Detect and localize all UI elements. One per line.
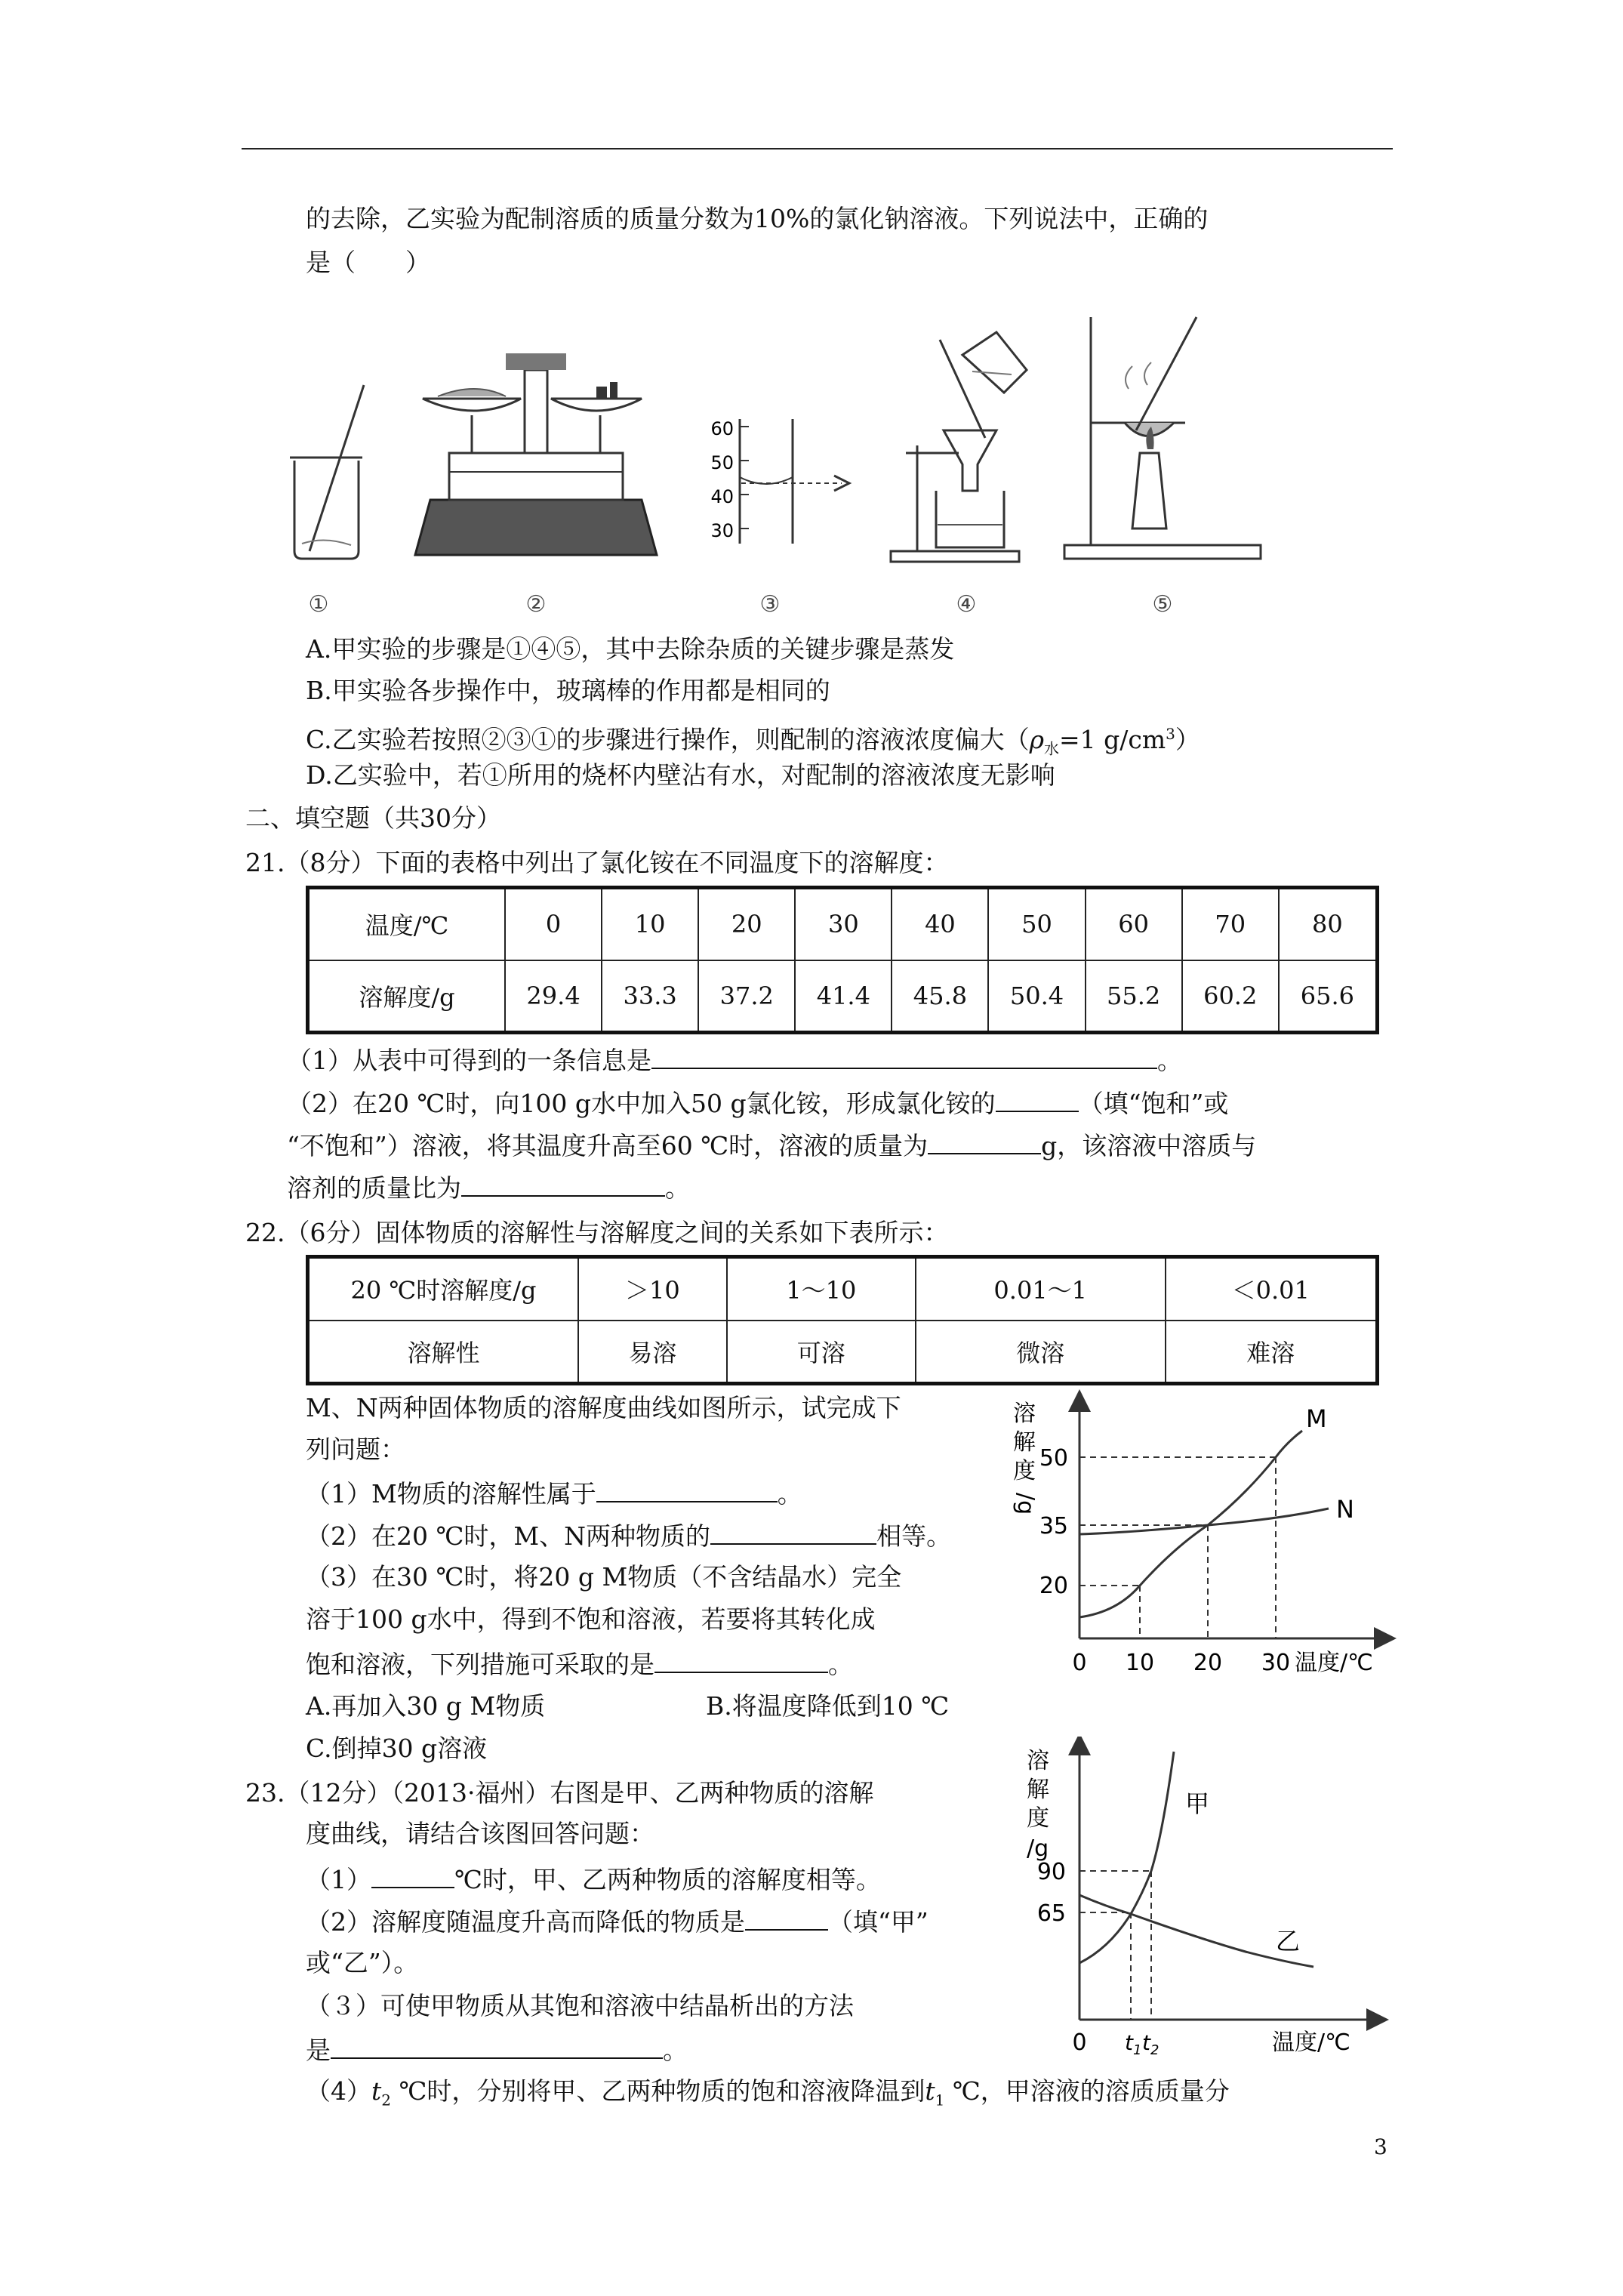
evaporation-figure bbox=[1064, 317, 1261, 559]
q23-part3-line1: （３）可使甲物质从其饱和溶液中结晶析出的方法 bbox=[306, 1991, 854, 2020]
q22-option-b: B.将温度降低到10 ℃ bbox=[706, 1691, 950, 1721]
svg-text:解: 解 bbox=[1027, 1777, 1049, 1803]
svg-text:度: 度 bbox=[1027, 1805, 1049, 1832]
balance-figure bbox=[415, 353, 657, 555]
q23-stem-line1: 23.（12分）（2013·福州）右图是甲、乙两种物质的溶解 bbox=[245, 1778, 874, 1808]
q20-option-b: B.甲实验各步操作中，玻璃棒的作用都是相同的 bbox=[306, 676, 830, 705]
header-rule bbox=[242, 148, 1393, 149]
svg-text:20: 20 bbox=[1193, 1650, 1223, 1676]
q20-line1: 的去除，乙实验为配制溶质的质量分数为10%的氯化钠溶液。下列说法中，正确的 bbox=[306, 204, 1209, 233]
svg-text:50: 50 bbox=[1039, 1445, 1068, 1472]
curve-m bbox=[1079, 1431, 1302, 1617]
q21-stem: 21.（8分）下面的表格中列出了氯化铵在不同温度下的溶解度： bbox=[245, 848, 949, 877]
q23-part4: $(4)t_2$ ℃时，分别将甲、乙两种物质的饱和溶液降温到$t_1$ ℃，甲溶液的溶质质量分 bbox=[306, 2076, 1230, 2110]
svg-text:N: N bbox=[1336, 1495, 1354, 1524]
q22-solubility-graph bbox=[993, 1389, 1400, 1687]
cylinder-tick-40: 40 bbox=[710, 486, 734, 507]
page-number: 3 bbox=[1374, 2134, 1387, 2159]
q21-blank-4[interactable] bbox=[461, 1170, 665, 1197]
svg-text:35: 35 bbox=[1039, 1513, 1068, 1539]
q22-option-a: A.再加入30 g M物质 bbox=[306, 1691, 546, 1721]
svg-text:t2: $t_2$ bbox=[1142, 2030, 1160, 2058]
q20-option-c: C.乙实验若按照②③①的步骤进行操作，则配制的溶液浓度偏大（$\rho_水=1$ $g/cm^3$） bbox=[306, 725, 1200, 758]
curve-jia bbox=[1079, 1752, 1174, 1963]
q22-stem: 22.（6分）固体物质的溶解性与溶解度之间的关系如下表所示： bbox=[245, 1218, 949, 1247]
q20-apparatus-figures bbox=[279, 302, 1336, 619]
curve-n bbox=[1079, 1509, 1329, 1534]
q22-part1: （1）M物质的溶解性属于 。 bbox=[306, 1475, 802, 1511]
q22-blank-1[interactable] bbox=[596, 1475, 778, 1502]
q21-blank-3[interactable] bbox=[928, 1127, 1041, 1154]
q23-stem-line2: 度曲线，请结合该图回答问题： bbox=[306, 1819, 654, 1848]
svg-text:温度/℃: 温度/℃ bbox=[1272, 2029, 1350, 2056]
q20-option-a: A.甲实验的步骤是①④⑤，其中去除杂质的关键步骤是蒸发 bbox=[306, 634, 955, 664]
svg-text:度: 度 bbox=[1013, 1458, 1036, 1484]
svg-text:温度/℃: 温度/℃ bbox=[1295, 1650, 1373, 1676]
svg-text:解: 解 bbox=[1013, 1429, 1036, 1456]
q21-part2-line2: “不饱和”）溶液，将其温度升高至60 ℃时，溶液的质量为 g，该溶液中溶质与 bbox=[287, 1127, 1256, 1163]
svg-text:/g: /g bbox=[1012, 1493, 1039, 1515]
cylinder-tick-60: 60 bbox=[710, 418, 734, 439]
q23-solubility-graph bbox=[1004, 1737, 1397, 2061]
figure-label-2: ② bbox=[525, 591, 547, 618]
q22-blank-2[interactable] bbox=[710, 1518, 876, 1545]
q22-intro-line2: 列问题： bbox=[306, 1435, 405, 1464]
q20-option-d: D.乙实验中，若①所用的烧杯内壁沾有水，对配制的溶液浓度无影响 bbox=[306, 760, 1055, 790]
q21-part2-line1: （2）在20 ℃时，向100 g水中加入50 g氯化铵，形成氯化铵的 （填“饱和”或 bbox=[287, 1085, 1228, 1120]
svg-text:65: 65 bbox=[1036, 1900, 1066, 1927]
svg-text:溶: 溶 bbox=[1027, 1748, 1049, 1774]
q21-part1: （1）从表中可得到的一条信息是 。 bbox=[287, 1042, 1182, 1077]
svg-text:90: 90 bbox=[1036, 1859, 1066, 1885]
svg-text:0: 0 bbox=[1072, 2029, 1087, 2056]
q23-part1: （1） ℃时，甲、乙两种物质的溶解度相等。 bbox=[306, 1861, 881, 1897]
svg-text:20: 20 bbox=[1039, 1573, 1068, 1599]
cylinder-tick-50: 50 bbox=[710, 452, 734, 473]
q21-blank-2[interactable] bbox=[996, 1085, 1079, 1112]
q22-blank-3[interactable] bbox=[654, 1646, 828, 1673]
section-2-heading: 二、填空题（共30分） bbox=[245, 803, 501, 833]
q22-intro-line1: M、N两种固体物质的溶解度曲线如图所示，试完成下 bbox=[306, 1393, 901, 1422]
q22-table-row-class: 溶解性 易溶 可溶 微溶 难溶 bbox=[308, 1321, 1378, 1384]
q21-header-solubility: 溶解度/g bbox=[308, 960, 506, 1033]
svg-text:/g: /g bbox=[1027, 1835, 1049, 1862]
svg-text:0: 0 bbox=[1072, 1650, 1087, 1676]
beaker-stirring-figure bbox=[290, 385, 364, 559]
graduated-cylinder-figure bbox=[710, 418, 849, 544]
q23-blank-1[interactable] bbox=[371, 1861, 454, 1888]
q22-part2: （2）在20 ℃时，M、N两种物质的 相等。 bbox=[306, 1518, 951, 1553]
svg-text:溶: 溶 bbox=[1013, 1401, 1036, 1427]
q22-solubility-class-table bbox=[306, 1255, 1379, 1385]
q23-blank-2[interactable] bbox=[745, 1903, 828, 1931]
q21-table-row-temperature: 温度/℃ 0 10 20 30 40 50 60 70 80 bbox=[308, 888, 1378, 960]
q23-part3-line2: 是 。 bbox=[306, 2032, 688, 2067]
q21-table-row-solubility: 溶解度/g 29.4 33.3 37.2 41.4 45.8 50.4 55.2 60.2 65.6 bbox=[308, 960, 1378, 1033]
svg-text:t1: $t_1$ bbox=[1125, 2030, 1142, 2058]
q20-line2: 是（ ） bbox=[306, 248, 430, 277]
figure-label-5: ⑤ bbox=[1152, 591, 1173, 618]
q22-option-c: C.倒掉30 g溶液 bbox=[306, 1734, 488, 1763]
q21-part2-line3: 溶剂的质量比为 。 bbox=[287, 1170, 690, 1205]
svg-text:10: 10 bbox=[1125, 1650, 1155, 1676]
q21-blank-1[interactable] bbox=[651, 1042, 1157, 1069]
svg-text:30: 30 bbox=[1261, 1650, 1291, 1676]
q22-table-row-solubility: 20 ℃时溶解度/g ＞10 1～10 0.01～1 ＜0.01 bbox=[308, 1257, 1378, 1321]
svg-text:甲: 甲 bbox=[1185, 1789, 1210, 1818]
cylinder-tick-30: 30 bbox=[710, 520, 734, 541]
q23-part2-line2: 或“乙”）。 bbox=[306, 1948, 419, 1977]
figure-label-4: ④ bbox=[956, 591, 977, 618]
svg-text:乙: 乙 bbox=[1276, 1927, 1301, 1955]
figure-label-1: ① bbox=[308, 591, 329, 618]
q23-blank-3[interactable] bbox=[331, 2032, 663, 2059]
q22-part3-line2: 溶于100 g水中，得到不饱和溶液，若要将其转化成 bbox=[306, 1604, 876, 1634]
svg-text:M: M bbox=[1306, 1404, 1327, 1433]
q23-part2-line1: （2）溶解度随温度升高而降低的物质是 （填“甲” bbox=[306, 1903, 929, 1939]
q21-solubility-table bbox=[306, 886, 1379, 1034]
q21-header-temperature: 温度/℃ bbox=[308, 888, 506, 960]
q22-part3-line1: （3）在30 ℃时，将20 g M物质（不含结晶水）完全 bbox=[306, 1562, 902, 1592]
q22-part3-line3: 饱和溶液，下列措施可采取的是 。 bbox=[306, 1646, 853, 1681]
filtration-figure bbox=[891, 332, 1027, 562]
figure-label-3: ③ bbox=[759, 591, 781, 618]
